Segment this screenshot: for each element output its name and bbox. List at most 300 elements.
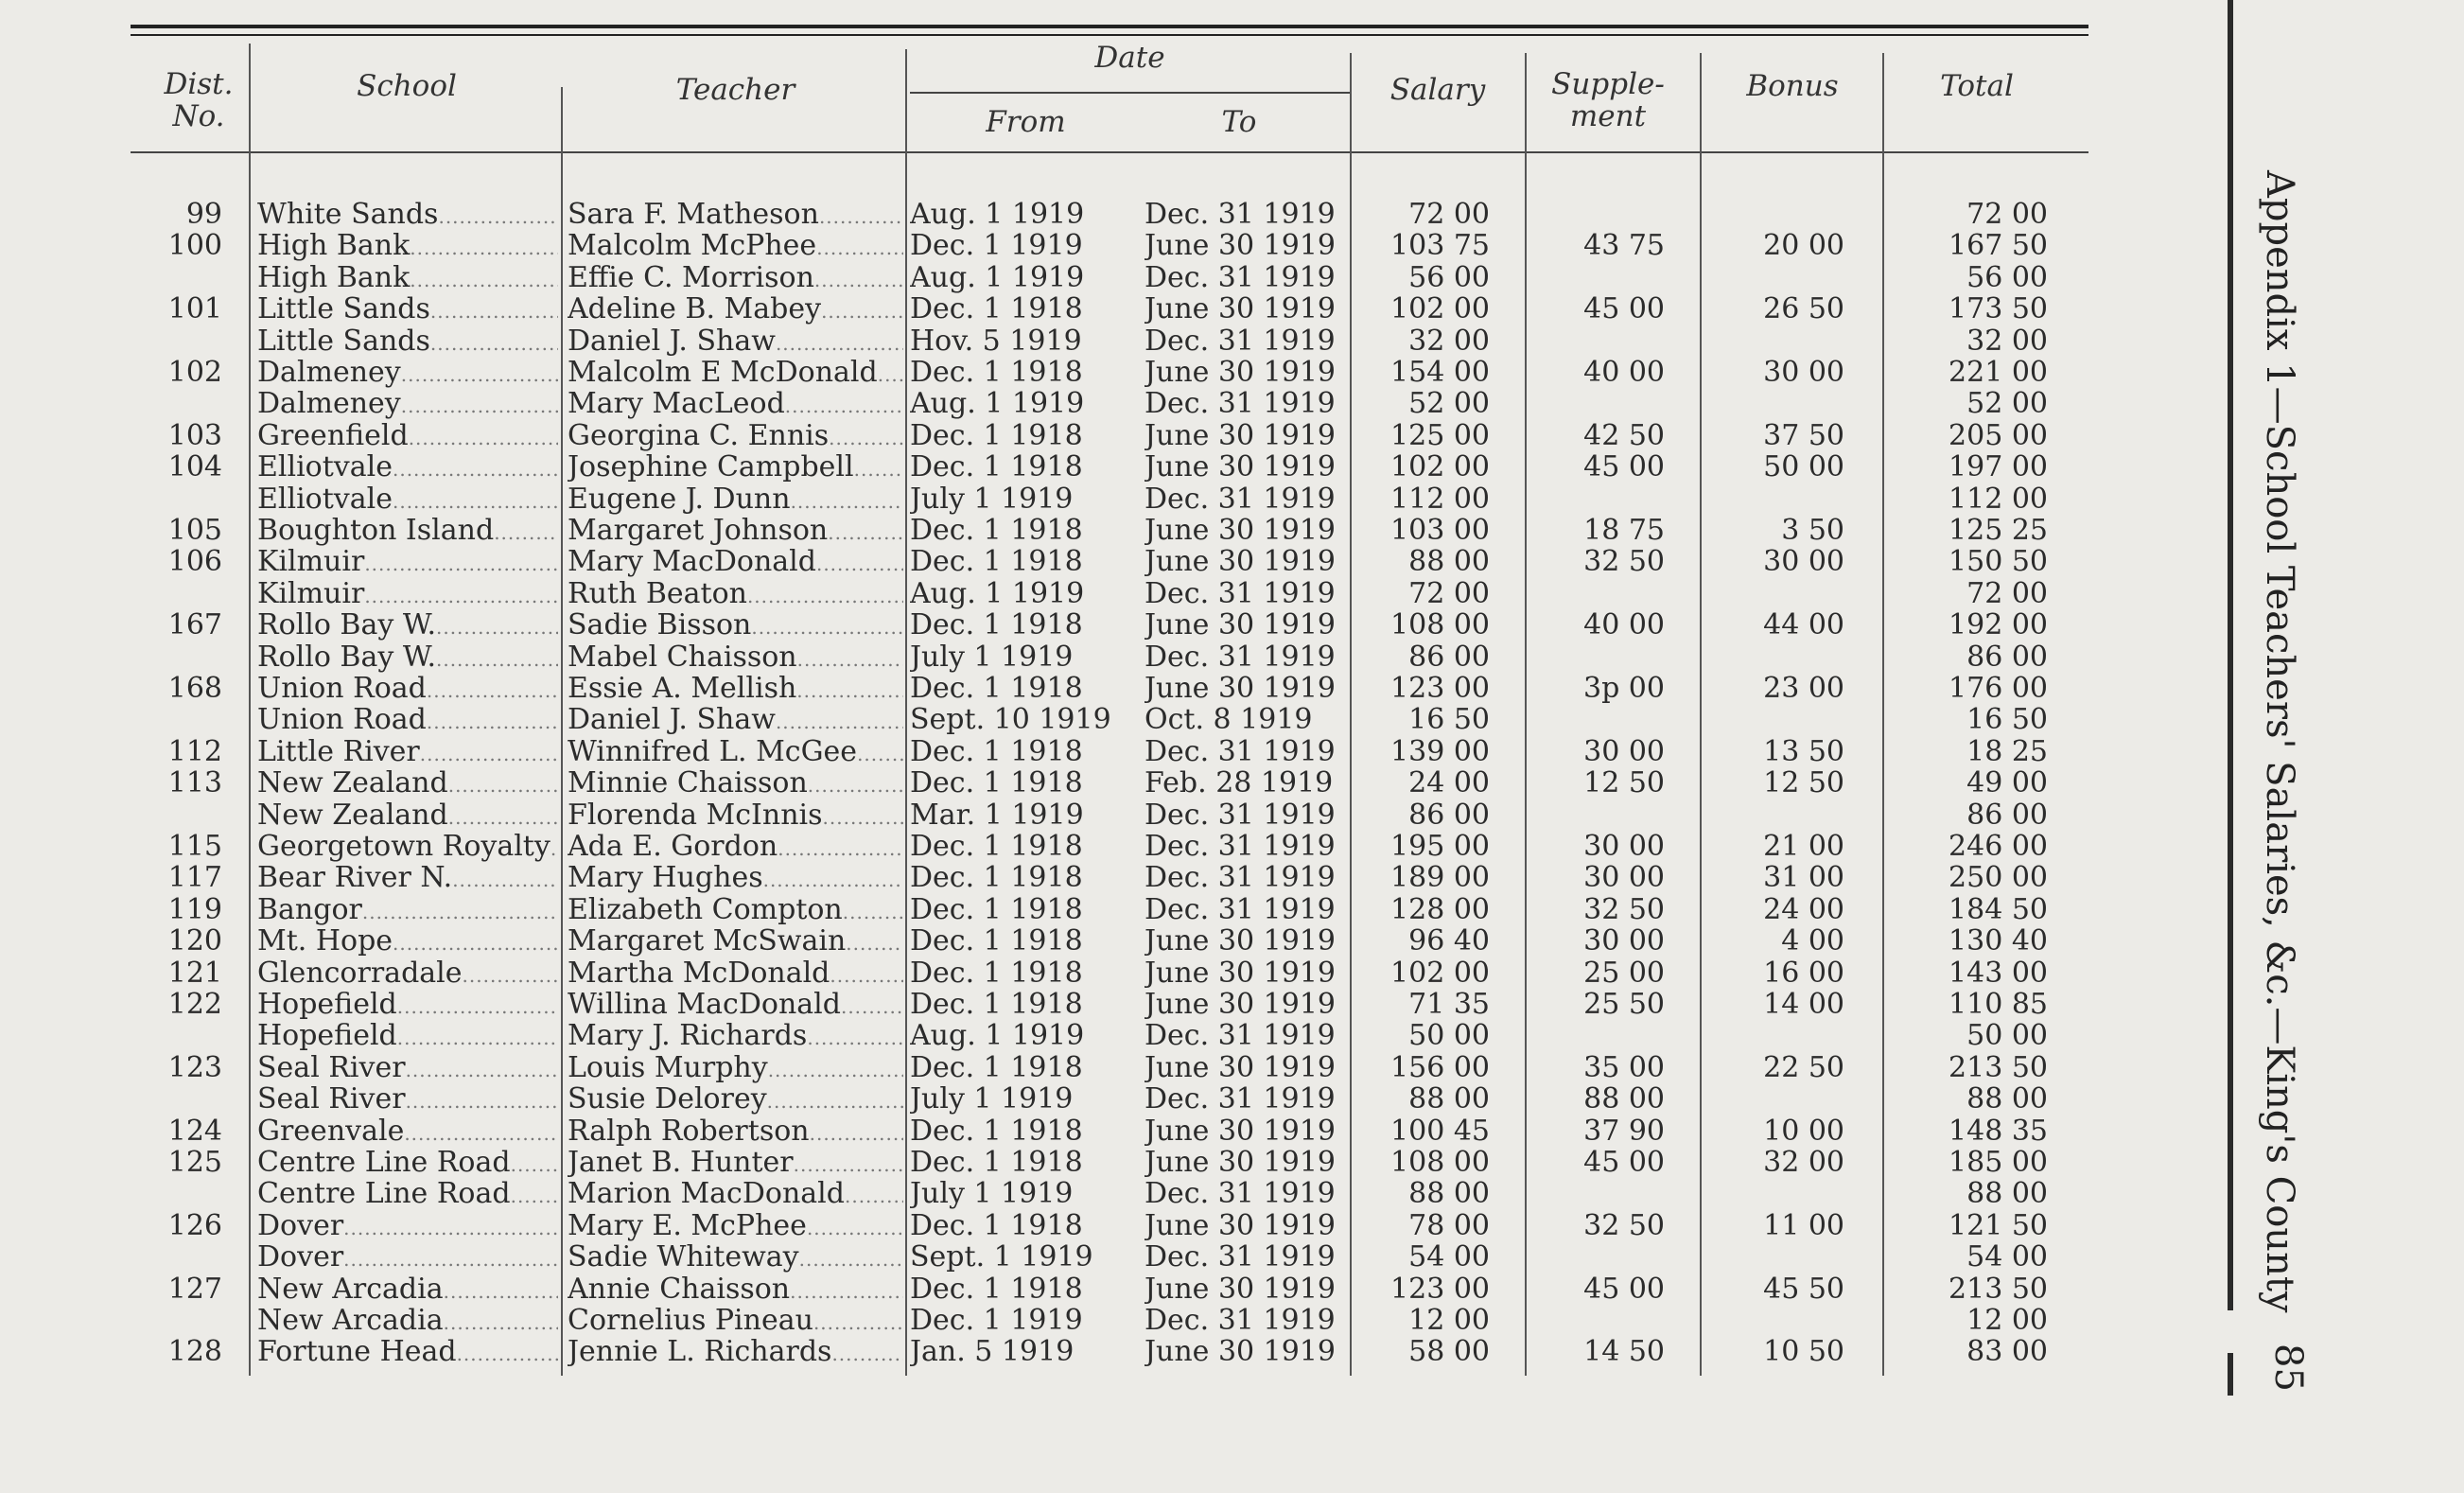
cell-school: Centre Line Road ..... [257, 1147, 558, 1178]
cell-bonus: 3 50 [1781, 515, 1844, 546]
cell-from: Dec. 1 1918 [910, 673, 1083, 704]
header-bottom-rule [131, 151, 2088, 153]
cell-total: 72 00 [1966, 577, 2048, 609]
cell-bonus [1703, 1305, 1844, 1336]
cell-teacher: Martha McDonald ..... [568, 957, 903, 989]
cell-teacher: Malcolm McPhee ..... [568, 230, 903, 261]
cell-from: Dec. 1 1919 [910, 1305, 1083, 1336]
cell-total: 176 00 [1948, 673, 2048, 704]
cell-supplement [1523, 1305, 1665, 1336]
cell-from: Dec. 1 1918 [910, 1273, 1083, 1305]
cell-to: Dec. 31 1919 [1145, 641, 1336, 673]
cell-school: Fortune Head ..... [257, 1336, 558, 1367]
cell-school: Hopefield ..... [257, 1020, 558, 1051]
cell-teacher: Georgina C. Ennis ..... [568, 420, 903, 451]
cell-salary: 102 00 [1390, 451, 1490, 483]
cell-salary: 195 00 [1390, 831, 1490, 862]
cell-bonus: 26 50 [1763, 293, 1844, 325]
cell-salary: 100 45 [1390, 1115, 1490, 1147]
cell-bonus: 13 50 [1763, 735, 1844, 767]
cell-teacher: Sara F. Matheson ..... [568, 199, 903, 230]
cell-school: Union Road ..... [257, 704, 558, 735]
table-row [0, 736, 2109, 767]
cell-salary: 52 00 [1408, 388, 1490, 420]
cell-supplement: 45 00 [1583, 1147, 1665, 1178]
cell-school: Seal River ..... [257, 1083, 558, 1115]
header-bonus: Bonus [1746, 69, 1839, 103]
cell-from: Sept. 10 1919 [910, 704, 1111, 736]
cell-school: Dalmeney ..... [257, 357, 558, 388]
cell-bonus: 31 00 [1763, 862, 1844, 894]
cell-school: Greenfield ..... [257, 420, 558, 451]
cell-supplement: 32 50 [1583, 546, 1665, 578]
cell-teacher: Margaret McSwain ..... [568, 925, 903, 957]
cell-bonus: 12 50 [1763, 767, 1844, 799]
cell-to: June 30 1919 [1145, 925, 1337, 957]
cell-teacher: Minnie Chaisson ..... [568, 767, 903, 799]
cell-to: June 30 1919 [1145, 546, 1337, 578]
cell-teacher: Mary J. Richards ..... [568, 1020, 903, 1051]
table-row [0, 1020, 2109, 1051]
cell-school: New Zealand ..... [257, 767, 558, 799]
cell-supplement: 40 00 [1583, 609, 1665, 641]
table-row [0, 1210, 2109, 1241]
header-dist-no: Dist. No. [164, 67, 234, 133]
table-row [0, 199, 2109, 230]
header-supplement: Supple- ment [1551, 67, 1665, 133]
cell-total: 32 00 [1966, 325, 2048, 357]
cell-dist: 102 [167, 357, 222, 388]
cell-teacher: Daniel J. Shaw ..... [568, 325, 903, 357]
cell-salary: 78 00 [1408, 1209, 1490, 1241]
cell-teacher: Sadie Bisson ..... [568, 609, 903, 641]
cell-salary: 125 00 [1390, 419, 1490, 451]
cell-dist: 117 [167, 862, 222, 894]
cell-supplement: 25 00 [1583, 957, 1665, 989]
cell-from: Mar. 1 1919 [910, 799, 1084, 831]
cell-dist [132, 799, 222, 831]
cell-salary: 156 00 [1390, 1051, 1490, 1083]
cell-bonus: 16 00 [1763, 957, 1844, 989]
cell-dist: 99 [185, 199, 222, 230]
cell-bonus [1703, 483, 1844, 515]
cell-supplement: 37 90 [1583, 1115, 1665, 1147]
table-row [0, 1178, 2109, 1209]
cell-bonus: 14 00 [1763, 989, 1844, 1020]
cell-salary: 103 75 [1390, 230, 1490, 262]
cell-salary: 128 00 [1390, 893, 1490, 925]
cell-total: 86 00 [1966, 641, 2048, 673]
cell-teacher: Marion MacDonald ..... [568, 1178, 903, 1209]
cell-supplement [1523, 1241, 1665, 1273]
cell-dist [132, 704, 222, 735]
cell-school: Dalmeney ..... [257, 388, 558, 419]
cell-from: Dec. 1 1918 [910, 767, 1083, 799]
table-row [0, 1147, 2109, 1178]
cell-dist: 121 [167, 957, 222, 989]
header-teacher: Teacher [675, 73, 795, 107]
cell-teacher: Mary MacLeod ..... [568, 388, 903, 419]
cell-supplement: 45 00 [1583, 293, 1665, 325]
cell-school: Glencorradale ..... [257, 957, 558, 989]
cell-total: 83 00 [1966, 1336, 2048, 1368]
cell-from: Dec. 1 1918 [910, 1147, 1083, 1178]
cell-from: Sept. 1 1919 [910, 1241, 1093, 1273]
cell-teacher: Elizabeth Compton ..... [568, 894, 903, 925]
cell-teacher: Mary MacDonald ..... [568, 546, 903, 577]
cell-dist: 125 [167, 1147, 222, 1178]
cell-school: Rollo Bay W. ..... [257, 609, 558, 641]
cell-dist [132, 641, 222, 673]
cell-salary: 71 35 [1408, 989, 1490, 1020]
cell-teacher: Winnifred L. McGee ..... [568, 736, 903, 767]
cell-bonus: 23 00 [1763, 673, 1844, 704]
cell-salary: 108 00 [1390, 1147, 1490, 1178]
cell-to: June 30 1919 [1145, 451, 1337, 483]
cell-school: Elliotvale ..... [257, 451, 558, 483]
table-row [0, 293, 2109, 325]
cell-total: 121 50 [1948, 1209, 2048, 1241]
cell-total: 12 00 [1966, 1305, 2048, 1336]
page-number: 85 [2266, 1344, 2310, 1392]
cell-total: 88 00 [1966, 1083, 2048, 1115]
cell-bonus [1703, 641, 1844, 673]
cell-supplement: 32 50 [1583, 1209, 1665, 1241]
cell-supplement [1523, 799, 1665, 831]
cell-school: Bear River N. ..... [257, 862, 558, 893]
cell-total: 167 50 [1948, 230, 2048, 262]
cell-school: New Zealand ..... [257, 799, 558, 831]
cell-teacher: Susie Delorey ..... [568, 1083, 903, 1115]
cell-to: June 30 1919 [1145, 293, 1337, 325]
cell-bonus [1703, 199, 1844, 230]
cell-total: 88 00 [1966, 1178, 2048, 1210]
cell-dist: 112 [167, 735, 222, 767]
cell-to: Dec. 31 1919 [1145, 862, 1336, 894]
cell-salary: 56 00 [1408, 261, 1490, 293]
cell-dist: 123 [167, 1051, 222, 1083]
cell-total: 148 35 [1948, 1115, 2048, 1147]
cell-to: June 30 1919 [1145, 515, 1337, 546]
cell-dist [132, 1020, 222, 1051]
cell-total: 110 85 [1948, 989, 2048, 1020]
cell-to: June 30 1919 [1145, 419, 1337, 451]
cell-teacher: Margaret Johnson ..... [568, 515, 903, 546]
cell-supplement [1523, 199, 1665, 230]
cell-supplement: 88 00 [1583, 1083, 1665, 1115]
cell-bonus: 44 00 [1763, 609, 1844, 641]
cell-from: Dec. 1 1918 [910, 293, 1083, 325]
cell-from: Dec. 1 1919 [910, 230, 1083, 262]
cell-dist [132, 262, 222, 293]
cell-supplement [1523, 388, 1665, 419]
table-row [0, 1052, 2109, 1083]
cell-supplement: 45 00 [1583, 451, 1665, 483]
cell-salary: 32 00 [1408, 325, 1490, 357]
cell-total: 54 00 [1966, 1241, 2048, 1273]
cell-school: Little River ..... [257, 736, 558, 767]
cell-school: Dover ..... [257, 1241, 558, 1273]
cell-from: July 1 1919 [910, 483, 1074, 515]
cell-school: High Bank ..... [257, 262, 558, 293]
cell-teacher: Mabel Chaisson ..... [568, 641, 903, 673]
cell-salary: 88 00 [1408, 1178, 1490, 1210]
cell-bonus [1703, 1020, 1844, 1051]
cell-total: 184 50 [1948, 893, 2048, 925]
top-rule [131, 25, 2088, 28]
cell-total: 72 00 [1966, 199, 2048, 230]
cell-to: Dec. 31 1919 [1145, 1305, 1336, 1336]
cell-total: 52 00 [1966, 388, 2048, 420]
cell-bonus: 4 00 [1781, 925, 1844, 957]
cell-total: 246 00 [1948, 831, 2048, 862]
cell-to: June 30 1919 [1145, 989, 1337, 1020]
cell-bonus: 45 50 [1763, 1273, 1844, 1305]
table-row [0, 641, 2109, 673]
cell-from: Dec. 1 1918 [910, 419, 1083, 451]
cell-to: Dec. 31 1919 [1145, 483, 1336, 515]
cell-school: Seal River ..... [257, 1052, 558, 1083]
table-row [0, 957, 2109, 989]
table-row [0, 230, 2109, 261]
cell-from: Dec. 1 1918 [910, 546, 1083, 578]
cell-to: Dec. 31 1919 [1145, 831, 1336, 862]
table-row [0, 388, 2109, 419]
cell-to: June 30 1919 [1145, 1147, 1337, 1178]
cell-school: White Sands ..... [257, 199, 558, 230]
cell-supplement [1523, 262, 1665, 293]
cell-bonus [1703, 388, 1844, 419]
cell-teacher: Jennie L. Richards ..... [568, 1336, 903, 1367]
table-row [0, 862, 2109, 893]
cell-to: Dec. 31 1919 [1145, 735, 1336, 767]
cell-salary: 12 00 [1408, 1305, 1490, 1336]
cell-salary: 58 00 [1408, 1336, 1490, 1368]
cell-teacher: Cornelius Pineau ..... [568, 1305, 903, 1336]
cell-school: Little Sands ..... [257, 325, 558, 357]
cell-total: 86 00 [1966, 799, 2048, 831]
header-to: To [1221, 105, 1257, 139]
cell-school: Hopefield ..... [257, 989, 558, 1020]
cell-to: June 30 1919 [1145, 1336, 1337, 1368]
cell-salary: 24 00 [1408, 767, 1490, 799]
cell-teacher: Sadie Whiteway ..... [568, 1241, 903, 1273]
cell-salary: 123 00 [1390, 1273, 1490, 1305]
cell-teacher: Ada E. Gordon ..... [568, 831, 903, 862]
cell-dist: 120 [167, 925, 222, 957]
cell-from: July 1 1919 [910, 1178, 1074, 1210]
cell-bonus [1703, 262, 1844, 293]
cell-school: Greenvale ..... [257, 1115, 558, 1147]
cell-to: June 30 1919 [1145, 957, 1337, 989]
cell-school: New Arcadia ..... [257, 1305, 558, 1336]
cell-supplement: 43 75 [1583, 230, 1665, 262]
cell-supplement: 30 00 [1583, 831, 1665, 862]
cell-dist: 101 [167, 293, 222, 325]
cell-to: Dec. 31 1919 [1145, 199, 1336, 230]
table-row [0, 420, 2109, 451]
cell-salary: 86 00 [1408, 641, 1490, 673]
cell-school: Union Road ..... [257, 673, 558, 704]
cell-bonus: 11 00 [1763, 1209, 1844, 1241]
cell-salary: 189 00 [1390, 862, 1490, 894]
cell-supplement [1523, 704, 1665, 735]
cell-bonus [1703, 799, 1844, 831]
cell-supplement: 30 00 [1583, 735, 1665, 767]
cell-from: Dec. 1 1918 [910, 515, 1083, 546]
cell-supplement: 25 50 [1583, 989, 1665, 1020]
table-row [0, 767, 2109, 799]
cell-school: Dover ..... [257, 1210, 558, 1241]
cell-supplement [1523, 483, 1665, 515]
edge-rule [2228, 0, 2233, 1310]
cell-dist [132, 1083, 222, 1115]
cell-from: Aug. 1 1919 [910, 577, 1085, 609]
cell-total: 221 00 [1948, 357, 2048, 388]
cell-bonus [1703, 325, 1844, 357]
cell-school: Elliotvale ..... [257, 483, 558, 515]
cell-total: 16 50 [1966, 704, 2048, 736]
cell-total: 130 40 [1948, 925, 2048, 957]
table-row [0, 515, 2109, 546]
cell-supplement: 12 50 [1583, 767, 1665, 799]
cell-dist [132, 1241, 222, 1273]
cell-total: 197 00 [1948, 451, 2048, 483]
cell-dist: 104 [167, 451, 222, 483]
cell-salary: 139 00 [1390, 735, 1490, 767]
cell-school: Mt. Hope ..... [257, 925, 558, 957]
table-row [0, 1273, 2109, 1305]
cell-to: June 30 1919 [1145, 1273, 1337, 1305]
cell-salary: 102 00 [1390, 293, 1490, 325]
cell-from: Aug. 1 1919 [910, 388, 1085, 420]
cell-to: Dec. 31 1919 [1145, 1178, 1336, 1210]
table-row [0, 1305, 2109, 1336]
cell-bonus: 30 00 [1763, 546, 1844, 578]
cell-total: 112 00 [1948, 483, 2048, 515]
cell-school: Georgetown Royalty ..... [257, 831, 558, 862]
cell-to: Dec. 31 1919 [1145, 799, 1336, 831]
cell-bonus: 50 00 [1763, 451, 1844, 483]
cell-supplement: 35 00 [1583, 1051, 1665, 1083]
cell-school: Kilmuir ..... [257, 578, 558, 609]
cell-dist: 124 [167, 1115, 222, 1147]
cell-from: Aug. 1 1919 [910, 1020, 1085, 1052]
cell-dist: 105 [167, 515, 222, 546]
cell-teacher: Louis Murphy ..... [568, 1052, 903, 1083]
cell-to: June 30 1919 [1145, 609, 1337, 641]
cell-supplement: 18 75 [1583, 515, 1665, 546]
cell-dist: 115 [167, 831, 222, 862]
cell-from: Dec. 1 1918 [910, 1051, 1083, 1083]
cell-school: Rollo Bay W. ..... [257, 641, 558, 673]
cell-salary: 88 00 [1408, 546, 1490, 578]
cell-from: Dec. 1 1918 [910, 735, 1083, 767]
table-row [0, 799, 2109, 831]
cell-from: July 1 1919 [910, 641, 1074, 673]
table-row [0, 357, 2109, 388]
header-salary: Salary [1389, 73, 1486, 107]
cell-from: Dec. 1 1918 [910, 989, 1083, 1020]
cell-total: 185 00 [1948, 1147, 2048, 1178]
cell-dist [132, 1305, 222, 1336]
cell-salary: 88 00 [1408, 1083, 1490, 1115]
cell-to: Dec. 31 1919 [1145, 577, 1336, 609]
cell-supplement: 14 50 [1583, 1336, 1665, 1368]
cell-teacher: Josephine Campbell ..... [568, 451, 903, 483]
cell-bonus: 30 00 [1763, 357, 1844, 388]
cell-dist [132, 388, 222, 419]
cell-to: June 30 1919 [1145, 230, 1337, 262]
header-date: Date [1094, 41, 1165, 75]
cell-supplement: 42 50 [1583, 419, 1665, 451]
table-row [0, 1241, 2109, 1273]
cell-school: Kilmuir ..... [257, 546, 558, 577]
cell-dist [132, 1178, 222, 1209]
cell-total: 213 50 [1948, 1273, 2048, 1305]
cell-bonus: 20 00 [1763, 230, 1844, 262]
table-row [0, 609, 2109, 641]
cell-supplement [1523, 578, 1665, 609]
date-divider [910, 92, 1350, 94]
cell-bonus [1703, 1083, 1844, 1115]
cell-supplement [1523, 1020, 1665, 1051]
cell-dist: 126 [167, 1209, 222, 1241]
cell-salary: 72 00 [1408, 577, 1490, 609]
cell-dist: 106 [167, 546, 222, 578]
cell-from: Dec. 1 1918 [910, 609, 1083, 641]
cell-salary: 72 00 [1408, 199, 1490, 230]
table-row [0, 831, 2109, 862]
cell-bonus [1703, 704, 1844, 735]
table-row [0, 262, 2109, 293]
table-row [0, 546, 2109, 577]
cell-salary: 16 50 [1408, 704, 1490, 736]
cell-to: June 30 1919 [1145, 673, 1337, 704]
cell-total: 192 00 [1948, 609, 2048, 641]
cell-supplement: 32 50 [1583, 893, 1665, 925]
cell-total: 49 00 [1966, 767, 2048, 799]
table-row [0, 894, 2109, 925]
top-rule-thin [131, 34, 2088, 36]
cell-salary: 108 00 [1390, 609, 1490, 641]
cell-to: Dec. 31 1919 [1145, 325, 1336, 357]
cell-from: Dec. 1 1918 [910, 357, 1083, 388]
cell-bonus [1703, 1241, 1844, 1273]
cell-salary: 112 00 [1390, 483, 1490, 515]
cell-to: June 30 1919 [1145, 1115, 1337, 1147]
cell-from: Dec. 1 1918 [910, 862, 1083, 894]
cell-supplement: 30 00 [1583, 925, 1665, 957]
cell-total: 50 00 [1966, 1020, 2048, 1052]
cell-bonus: 24 00 [1763, 893, 1844, 925]
cell-from: Aug. 1 1919 [910, 199, 1085, 230]
cell-teacher: Adeline B. Mabey ..... [568, 293, 903, 325]
cell-bonus: 32 00 [1763, 1147, 1844, 1178]
cell-from: Dec. 1 1918 [910, 893, 1083, 925]
table-row [0, 483, 2109, 515]
cell-to: Feb. 28 1919 [1145, 767, 1334, 799]
cell-to: June 30 1919 [1145, 357, 1337, 388]
cell-teacher: Eugene J. Dunn ..... [568, 483, 903, 515]
cell-bonus: 10 50 [1763, 1336, 1844, 1368]
cell-teacher: Florenda McInnis ..... [568, 799, 903, 831]
cell-total: 213 50 [1948, 1051, 2048, 1083]
cell-bonus: 22 50 [1763, 1051, 1844, 1083]
cell-from: Dec. 1 1918 [910, 957, 1083, 989]
cell-dist: 127 [167, 1273, 222, 1305]
cell-supplement [1523, 325, 1665, 357]
